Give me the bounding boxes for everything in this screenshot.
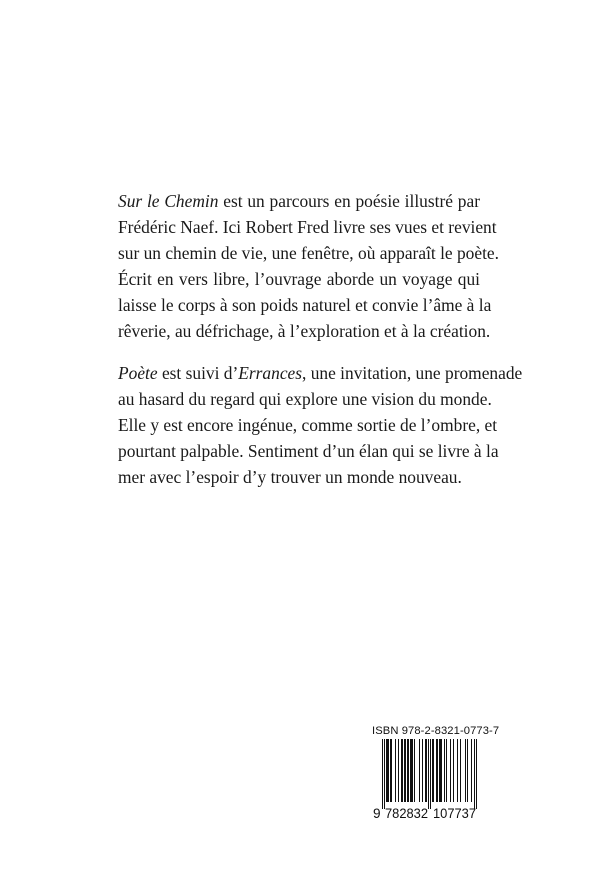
- description-paragraph-1: [118, 188, 499, 344]
- body-text: est un parcours en poésie illustré par: [218, 191, 480, 211]
- barcode-bar: [408, 739, 409, 802]
- body-text: au hasard du regard qui explore une vision du monde.: [118, 389, 492, 409]
- barcode-right-digits: 107737: [433, 806, 476, 821]
- barcode-bar: [433, 739, 434, 802]
- barcode-bar: [476, 739, 477, 809]
- body-text: est suivi d’: [157, 363, 239, 383]
- body-text: mer avec l’espoir d’y trouver un monde nouveau.: [118, 467, 462, 487]
- paragraph_2-line: [118, 438, 499, 464]
- body-text: pourtant palpable. Sentiment d’un élan qui se livre à la: [118, 441, 499, 461]
- barcode-bar: [387, 739, 388, 802]
- body-text: Elle y est encore ingénue, comme sortie de l’ombre, et: [118, 415, 498, 435]
- barcode-bar: [471, 739, 472, 802]
- body-text: , une invitation, une promenade: [302, 363, 523, 383]
- barcode-bar: [388, 739, 389, 802]
- paragraph_2-line: [118, 360, 523, 386]
- barcode-bar: [407, 739, 408, 802]
- barcode-bar: [428, 739, 429, 809]
- barcode-bar: [436, 739, 437, 802]
- barcode-bar: [426, 739, 427, 802]
- barcode-bar: [467, 739, 468, 802]
- barcode-bar: [412, 739, 413, 802]
- body-text: Frédéric Naef. Ici Robert Fred livre ses vues et revient: [118, 217, 497, 237]
- barcode-bar: [440, 739, 441, 802]
- italic-title-text: Errances: [238, 363, 303, 383]
- barcode-bar: [432, 739, 433, 802]
- barcode-bar: [474, 739, 475, 809]
- barcode-bar: [425, 739, 426, 802]
- isbn-barcode: [372, 725, 500, 821]
- barcode-bar: [444, 739, 445, 802]
- barcode-bar: [391, 739, 392, 802]
- barcode-graphic: [372, 739, 484, 821]
- barcode-bar: [460, 739, 461, 802]
- paragraph_1-line: [118, 214, 497, 240]
- barcode-bars: [382, 739, 477, 809]
- barcode-bar: [437, 739, 438, 802]
- barcode-bar: [411, 739, 412, 802]
- body-text: rêverie, au défrichage, à l’exploration et à la création.: [118, 321, 491, 341]
- paragraph_1-line: [118, 266, 480, 292]
- barcode-bar: [390, 739, 391, 802]
- barcode-bar: [414, 739, 415, 802]
- paragraph_1-line: [118, 240, 499, 266]
- barcode-bar: [422, 739, 423, 802]
- barcode-bar: [395, 739, 396, 802]
- barcode-bar: [465, 739, 466, 802]
- barcode-bar: [404, 739, 405, 802]
- body-text: sur un chemin de vie, une fenêtre, où apparaît le poète.: [118, 243, 499, 263]
- italic-title-text: Poète: [118, 363, 158, 383]
- barcode-bar: [419, 739, 420, 802]
- italic-title-text: Sur le Chemin: [118, 191, 219, 211]
- barcode-bar: [450, 739, 451, 802]
- isbn-label: ISBN 978-2-8321-0773-7: [372, 725, 500, 737]
- barcode-first-digit: 9: [373, 806, 381, 821]
- barcode-bar: [446, 739, 447, 802]
- barcode-bar: [384, 739, 385, 809]
- paragraph_1-line: [118, 188, 480, 214]
- barcode-bar: [386, 739, 387, 802]
- barcode-bar: [453, 739, 454, 802]
- body-text: Écrit en vers libre, l’ouvrage aborde un voyage qui: [118, 269, 480, 289]
- barcode-bar: [382, 739, 383, 809]
- barcode-bar: [441, 739, 442, 802]
- paragraph_2-line: [118, 386, 492, 412]
- barcode-left-digits: 782832: [385, 806, 428, 821]
- barcode-bar: [402, 739, 403, 802]
- paragraph_1-line: [118, 318, 491, 344]
- paragraph_1-line: [118, 292, 492, 318]
- barcode-bar: [398, 739, 399, 802]
- barcode-bar: [410, 739, 411, 802]
- paragraph_2-line: [118, 464, 480, 490]
- description-paragraph-2: [118, 360, 523, 490]
- barcode-bar: [401, 739, 402, 802]
- paragraph_2-line: [118, 412, 498, 438]
- barcode-bar: [430, 739, 431, 809]
- barcode-bar: [405, 739, 406, 802]
- body-text: laisse le corps à son poids naturel et convie l’âme à la: [118, 295, 492, 315]
- barcode-bar: [457, 739, 458, 802]
- barcode-bar: [439, 739, 440, 802]
